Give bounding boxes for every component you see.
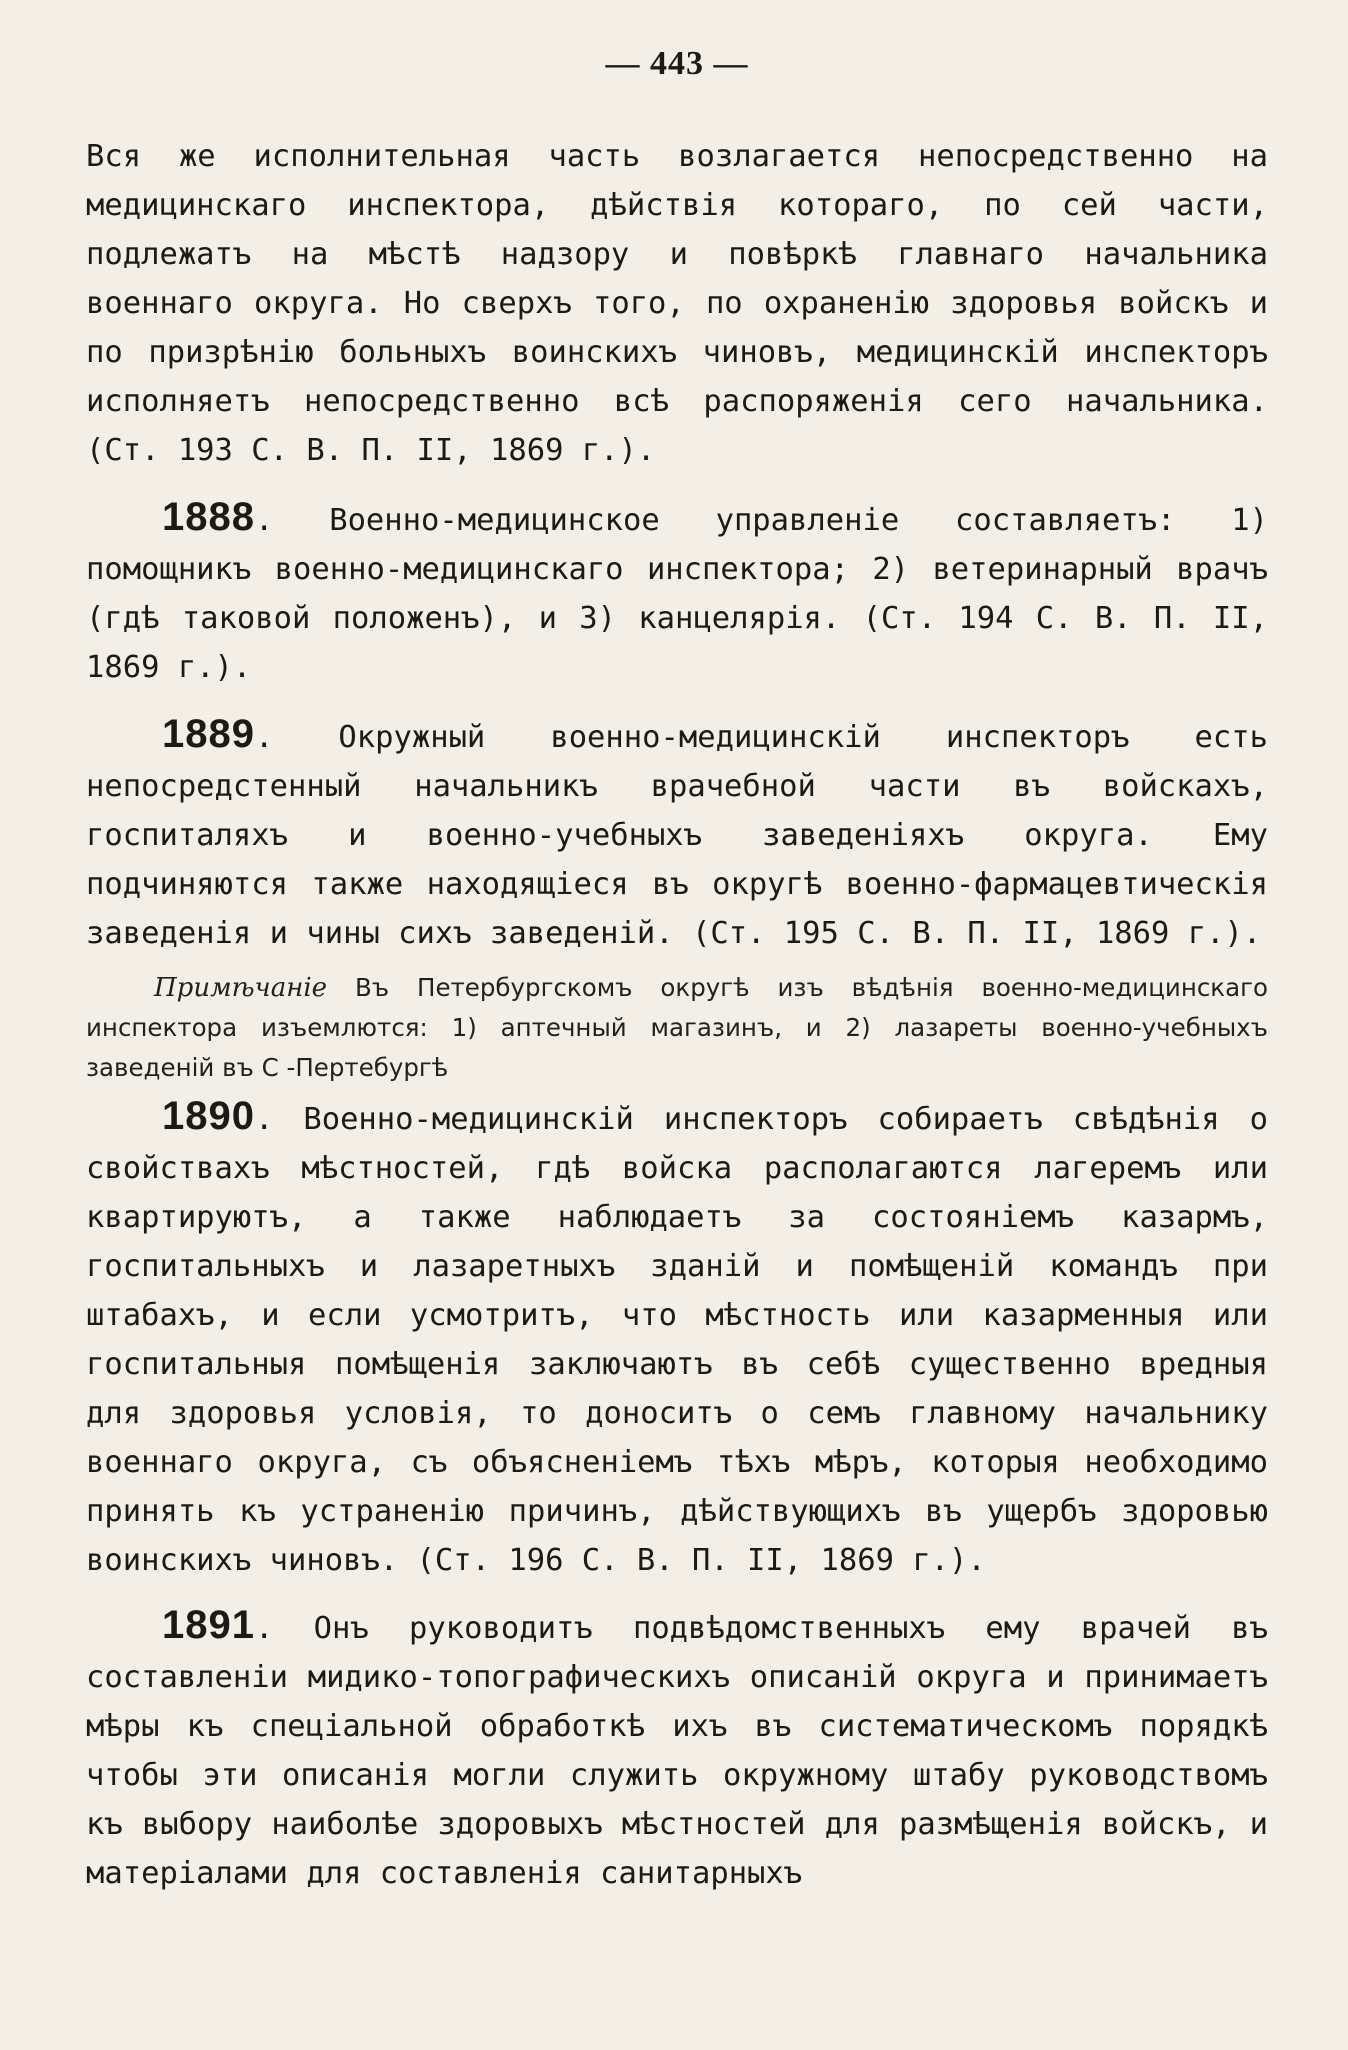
page-number: — 443 — [605, 45, 749, 82]
article-1891 [86, 1601, 1268, 1898]
note-label: Примѣчаніе [154, 973, 328, 1003]
footnote [86, 968, 1268, 1088]
article-1889 [86, 710, 1268, 958]
article-1888 [86, 493, 1268, 692]
article-text: Военно-медицинское управленіе составляетъ: 1) помощникъ военно-медицинскаго инспектора; 2) ветеринарный врачъ (гдѣ таковой положенъ), и 3) канцелярія. (Ст. 194 С. В. П. II, 1869 г.). [86, 503, 1268, 685]
article-number: 1888 [162, 495, 255, 539]
article-separator: . [254, 1611, 314, 1646]
article-separator: . [254, 503, 330, 538]
intro-paragraph: Вся же исполнительная часть возлагается непосредственно на медицинскаго инспектора, дѣйствія котораго, по сей части, подлежатъ на мѣстѣ надзору и повѣркѣ главнаго начальника военнаго округа. Но сверхъ того, по охраненію здоровья войскъ и по призрѣнію больныхъ воинскихъ чиновъ, медицинскій инспекторъ исполняетъ непосредственно всѣ распоряженія сего начальника. (Ст. 193 С. В. П. II, 1869 г.). [86, 139, 1268, 468]
article-number: 1889 [162, 712, 255, 756]
article-text: Окружный военно-медицинскій инспекторъ есть непосредстенный начальникъ врачебной части въ войскахъ, госпиталяхъ и военно-учебныхъ заведеніяхъ округа. Ему подчиняются также находящіеся въ округѣ военно-фармацевтическія заведенія и чины сихъ заведеній. (Ст. 195 С. В. П. II, 1869 г.). [86, 720, 1268, 951]
article-1890 [86, 1092, 1268, 1585]
article-separator: . [254, 1102, 304, 1137]
article-number: 1891 [162, 1603, 255, 1647]
note-text: Въ Петербургскомъ округѣ изъ вѣдѣнія военно-медицинскаго инспектора изъемлются: 1) аптечный магазинъ, и 2) лазареты военно-учебныхъ заведеній въ С -Пертебургѣ [86, 973, 1268, 1082]
article-number: 1890 [162, 1094, 255, 1138]
article-separator: . [254, 720, 339, 755]
article-text: Военно-медицинскій инспекторъ собираетъ свѣдѣнія о свойствахъ мѣстностей, гдѣ войска располагаются лагеремъ или квартируютъ, а также наблюдаетъ за состояніемъ казармъ, госпитальныхъ и лазаретныхъ зданій и помѣщеній командъ при штабахъ, и если усмотритъ, что мѣстность или казарменныя или госпитальныя помѣщенія заключаютъ въ себѣ существенно вредныя для здоровья условія, то доноситъ о семъ главному начальнику военнаго округа, съ объясненіемъ тѣхъ мѣръ, которыя необходимо принять къ устраненію причинъ, дѣйствующихъ въ ущербъ здоровью воинскихъ чиновъ. (Ст. 196 С. В. П. II, 1869 г.). [86, 1102, 1268, 1578]
article-text: Онъ руководитъ подвѣдомственныхъ ему врачей въ составленіи мидико-топографическихъ описаній округа и принимаетъ мѣры къ спеціальной обработкѣ ихъ въ систематическомъ порядкѣ чтобы эти описанія могли служить окружному штабу руководствомъ къ выбору наиболѣе здоровыхъ мѣстностей для размѣщенія войскъ, и матеріалами для составленія санитарныхъ [86, 1611, 1268, 1891]
